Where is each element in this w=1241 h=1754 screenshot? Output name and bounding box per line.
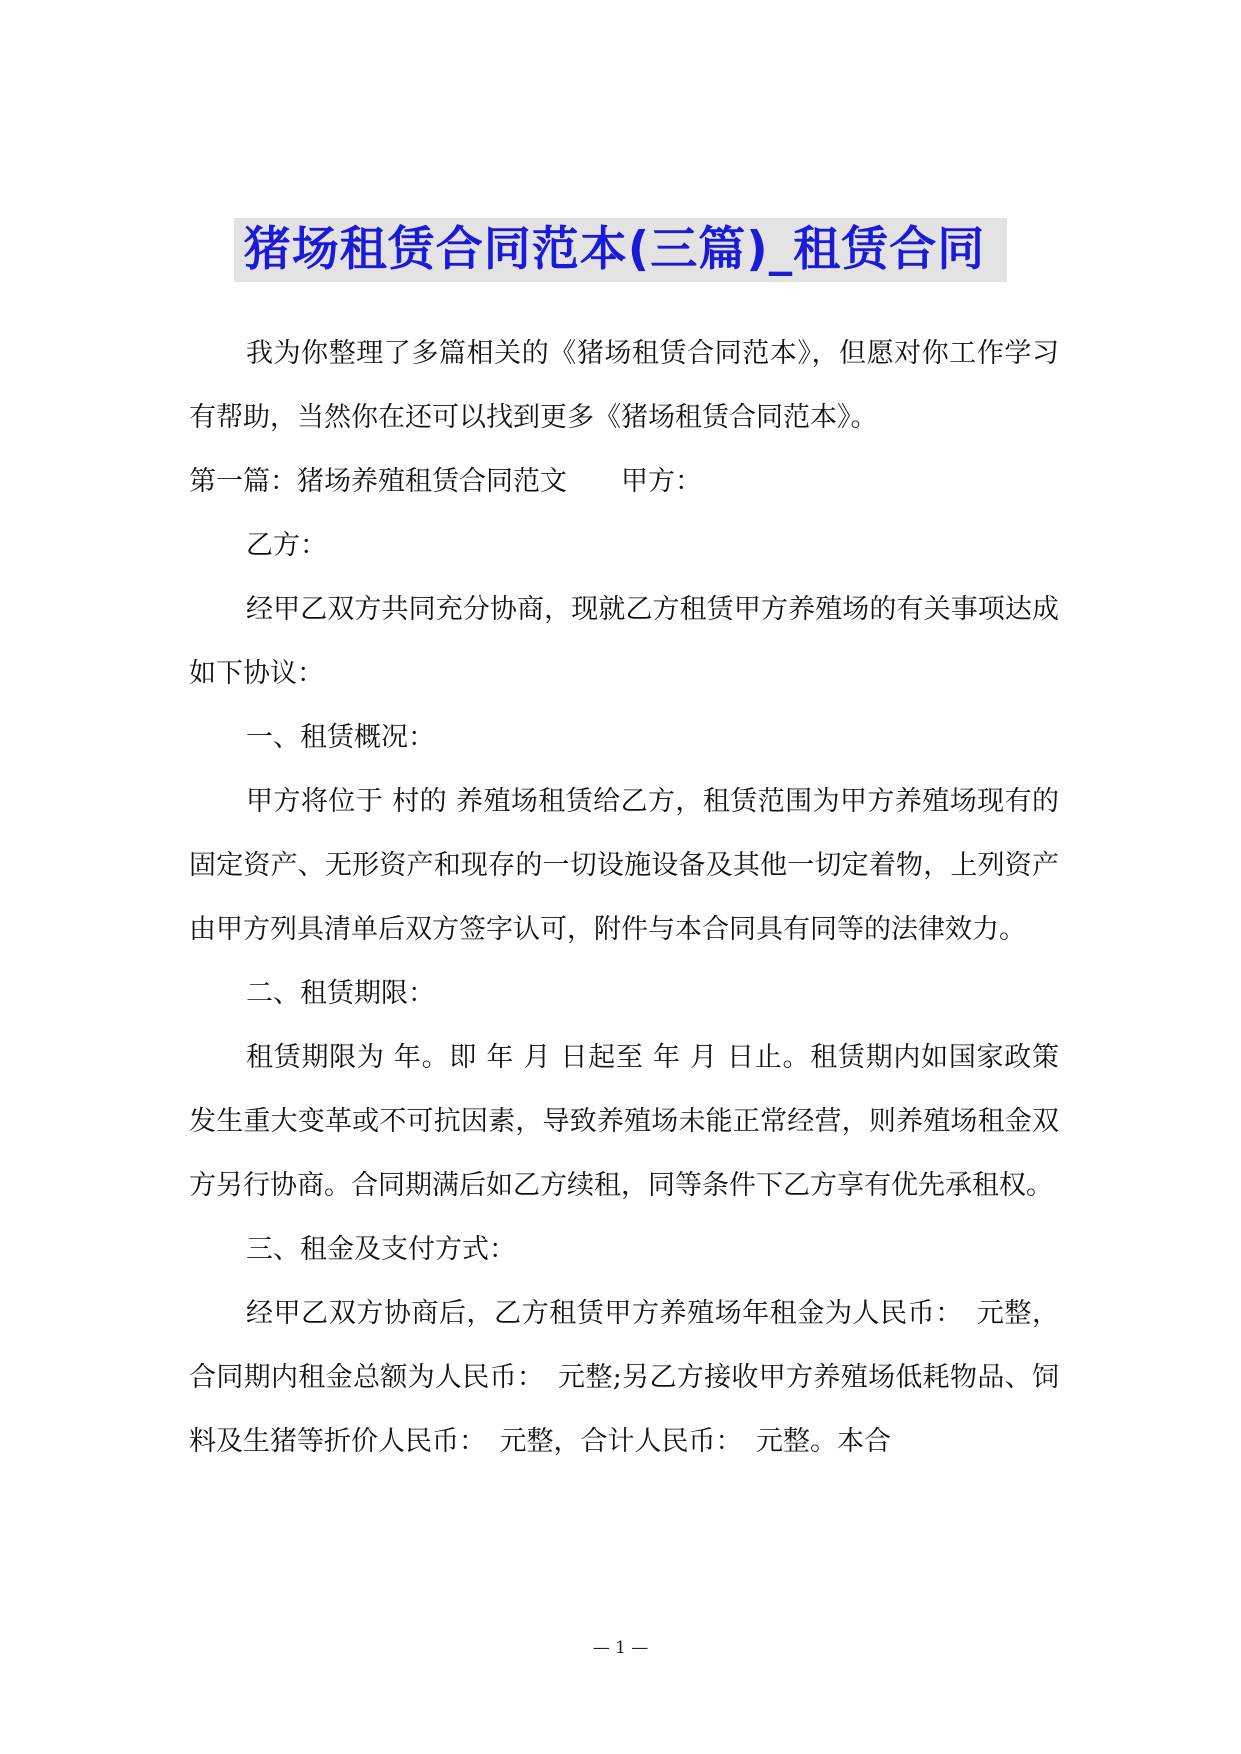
clause-two-heading: 二、租赁期限： — [246, 978, 435, 1009]
document-body — [189, 322, 1059, 1474]
agreement-paragraph: 经甲乙双方共同充分协商，现就乙方租赁甲方养殖场的有关事项达成如下协议： — [189, 594, 1059, 689]
clause-two-text: 租赁期限为 年。即 年 月 日起至 年 月 日止。租赁期内如国家政策发生重大变革或不可抗因素，导致养殖场未能正常经营，则养殖场租金双方另行协商。合同期满后如乙方续租，同等条件下乙方享有优先承租权。 — [189, 1042, 1059, 1201]
clause-one-heading: 一、租赁概况： — [246, 722, 435, 753]
title-container — [0, 218, 1241, 282]
intro-paragraph: 我为你整理了多篇相关的《猪场租赁合同范本》，但愿对你工作学习有帮助，当然你在还可以找到更多《猪场租赁合同范本》。 — [189, 338, 1059, 433]
clause-one-text: 甲方将位于 村的 养殖场租赁给乙方，租赁范围为甲方养殖场现有的固定资产、无形资产和现存的一切设施设备及其他一切定着物，上列资产由甲方列具清单后双方签字认可，附件与本合同具有同等的法律效力。 — [189, 786, 1059, 945]
clause-three-heading: 三、租金及支付方式： — [246, 1234, 516, 1265]
party-b-label: 乙方： — [246, 530, 327, 561]
page-number: — 1 — — [592, 1638, 649, 1658]
section-one-heading: 第一篇：猪场养殖租赁合同范文 甲方： — [189, 466, 702, 497]
document-title: 猪场租赁合同范本(三篇)_租赁合同 — [234, 218, 1007, 282]
clause-three-text: 经甲乙双方协商后，乙方租赁甲方养殖场年租金为人民币： 元整，合同期内租金总额为人民币： 元整;另乙方接收甲方养殖场低耗物品、饲料及生猪等折价人民币： 元整，合计人民币： 元整。本合 — [189, 1298, 1059, 1457]
